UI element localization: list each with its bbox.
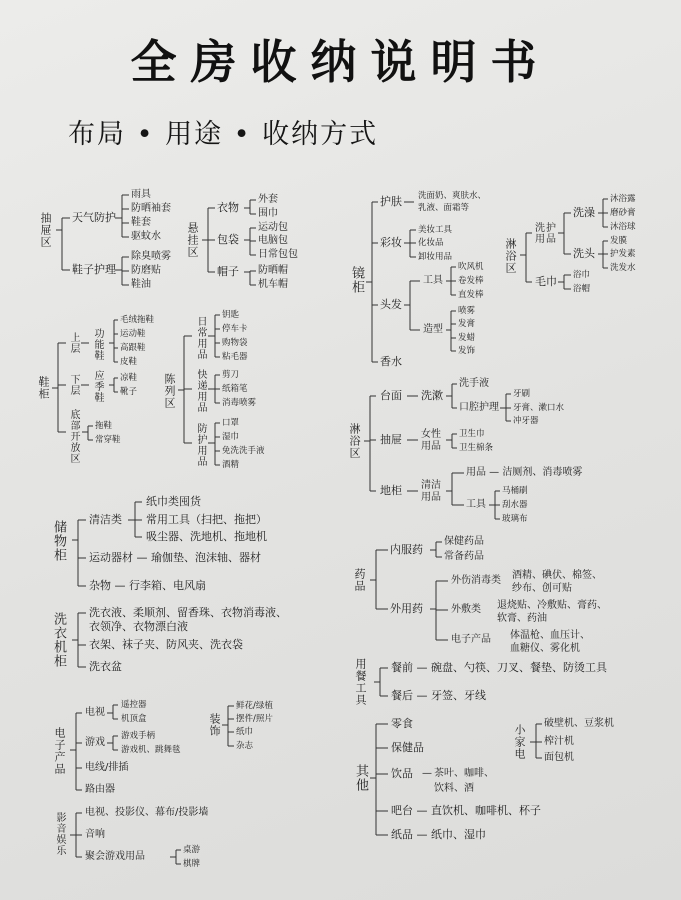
cleaning-tool-item: 玻璃布 [502,514,528,524]
decor-item: 杂志 [236,741,254,751]
feminine-item: 卫生巾 [459,429,485,439]
daily-item: 购物袋 [222,338,248,348]
party-item: 棋牌 [183,859,201,869]
daily-goods-label: 日常用品 [195,316,206,360]
disinfect-item: 纱布、创可贴 [512,583,572,594]
shoe-cabinet-label: 鞋柜 [37,376,50,400]
bottom-open-area-label: 底部开放区 [68,409,79,464]
tv-item: 机顶盒 [121,714,147,724]
laundry-row: 洗衣盆 [89,660,122,673]
misc-row: 杂物 — 行李箱、电风扇 [89,579,206,592]
hairwash-item: 护发素 [610,249,636,259]
shoe-care-label: 鞋子护理 [72,263,116,276]
cleaning-tool-item: 刮水器 [502,500,528,510]
snacks-item: 零食 [391,717,413,730]
before-meal-row: 餐前 — 碗盘、勺筷、刀叉、餐垫、防烫工具 [391,661,607,674]
game-item: 游戏手柄 [121,731,156,741]
disinfect-item: 酒精、碘伏、棉签、 [512,570,602,581]
protect-item: 酒精 [222,460,240,470]
express-goods-label: 快递用品 [195,369,206,413]
bathing-item: 沐浴露 [610,194,636,204]
sprain-item: 软膏、药油 [497,613,547,624]
small-appliance-label: 小家电 [513,724,526,760]
after-meal-row: 餐后 — 牙签、牙线 [391,689,486,702]
appliance-item: 榨汁机 [544,736,574,747]
tv-item: 遥控器 [121,700,147,710]
cleaning-item: 吸尘器、洗地机、拖地机 [146,530,267,543]
upper-layer-label: 上层 [68,332,79,354]
shoe-care-item: 除臭喷雾 [131,251,171,262]
perfume-item: 香水 [380,355,402,368]
skincare-item: 洗面奶、爽肤水、 [418,191,487,201]
hair-label: 头发 [380,298,402,311]
cleaning-item: 常用工具（扫把、拖把） [146,513,267,526]
express-item: 消毒喷雾 [222,398,257,408]
wash-label: 洗漱 [421,389,443,402]
hanging-area-label: 悬挂区 [186,222,199,258]
oral-item: 牙刷 [513,389,531,399]
page-subtitle: 布局 • 用途 • 收纳方式 [68,119,379,150]
hair-styling-item: 发蜡 [458,333,476,343]
makeup-item: 卸妆用品 [418,252,453,262]
laundry-cabinet-label: 洗衣机柜 [51,612,66,668]
external-medicine-label: 外用药 [390,602,423,615]
floor-cabinet-label: 地柜 [380,484,402,497]
weather-item: 驱蚊水 [131,231,161,242]
device-label: 电子产品 [451,634,491,645]
cleaning-item: 纸巾类囤货 [146,495,201,508]
bathing-label: 洗澡 [573,206,595,219]
game-item: 游戏机、跳舞毯 [121,745,181,755]
shower-drawer-label: 抽屉 [380,433,402,446]
game-label: 游戏 [85,737,105,748]
drawer-area-label: 抽屉区 [39,212,52,248]
clothes-item: 外套 [258,194,278,205]
cleaning-label: 清洁类 [89,513,122,526]
party-item: 桌游 [183,845,201,855]
av-entertainment-label: 影音娱乐 [54,812,65,856]
sprain-label: 外敷类 [451,604,481,615]
party-games-label: 聚会游戏用品 [85,851,145,862]
daily-item: 钥匙 [222,310,240,320]
decor-item: 纸巾 [236,727,254,737]
shoe-care-item: 防磨贴 [131,265,161,276]
hats-item: 防晒帽 [258,265,288,276]
upper-item: 高跟鞋 [120,343,146,353]
bar-row: 吧台 — 直饮机、咖啡机、杯子 [391,804,541,817]
drinks-label: 饮品 [391,767,413,780]
bathing-item: 沐浴球 [610,222,636,232]
lower-item: 靴子 [120,387,138,397]
electronics-label: 电子产品 [53,727,66,775]
appliance-item: 破壁机、豆浆机 [544,718,614,729]
towel-label: 毛巾 [535,275,557,288]
decor-item: 鲜花/绿植 [236,701,273,711]
protective-goods-label: 防护用品 [195,423,206,467]
internal-medicine-label: 内服药 [390,543,423,556]
laundry-row: 洗衣液、柔顺剂、留香珠、衣物消毒液、 [89,606,287,619]
medicine-label: 药品 [353,568,366,592]
bathing-item: 磨砂膏 [610,208,636,218]
upper-item: 皮鞋 [120,357,138,367]
upper-item: 运动鞋 [120,329,146,339]
seasonal-shoes-label: 应季鞋 [92,370,103,403]
hair-styling-label: 造型 [423,324,443,335]
sprain-item: 退烧贴、冷敷贴、膏药、 [497,600,607,611]
dining-tools-label: 用餐工具 [354,658,367,706]
protect-item: 湿巾 [222,432,240,442]
tv-label: 电视 [85,707,105,718]
weather-item: 鞋套 [131,217,151,228]
feminine-goods-label: 女性用品 [421,429,441,452]
bags-label: 包袋 [217,233,239,246]
skincare-item: 乳液、面霜等 [418,203,470,213]
oral-item: 冲牙器 [513,416,539,426]
weather-protection-label: 天气防护 [72,211,116,224]
upper-item: 毛绒拖鞋 [120,315,155,325]
paper-row: 纸品 — 纸巾、湿巾 [391,828,486,841]
oral-item: 牙膏、漱口水 [513,403,565,413]
device-item: 体温枪、血压计、 [510,630,590,641]
oral-care-label: 口腔护理 [459,402,499,413]
functional-shoes-label: 功能鞋 [92,328,103,361]
cleaning-tool-item: 马桶刷 [502,486,528,496]
page-title: 全房收纳说明书 [130,35,551,89]
decor-label: 装饰 [208,713,221,737]
daily-item: 粘毛器 [222,352,248,362]
bottom-item: 拖鞋 [95,421,113,431]
makeup-item: 美妆工具 [418,225,453,235]
device-item: 血糖仪、雾化机 [510,643,580,654]
cleaning-goods-label: 清洁用品 [421,480,441,503]
hats-item: 机车帽 [258,279,288,290]
drinks-item: 饮料、酒 [434,783,474,794]
lower-layer-label: 下层 [68,374,79,396]
av-item: 电视、投影仪、幕布/投影墙 [85,807,209,818]
cables-item: 电线/排插 [85,762,129,773]
cleaning-goods-row: 用品 — 洁厕剂、消毒喷雾 [466,467,583,478]
protect-item: 免洗洗手液 [222,446,265,456]
hairwash-label: 洗头 [573,247,595,260]
clothes-item: 围巾 [258,208,278,219]
shoe-care-item: 鞋油 [131,279,151,290]
other-label: 其他 [353,764,368,792]
hats-label: 帽子 [217,265,239,278]
bottom-item: 常穿鞋 [95,435,121,445]
drinks-item: 茶叶、咖啡、 [434,768,494,779]
makeup-label: 彩妆 [380,236,402,249]
av-item: 音响 [85,829,105,840]
shower-care-text: 洗护用品 [535,223,557,245]
feminine-item: 卫生棉条 [459,443,494,453]
hair-styling-item: 发饰 [458,346,476,356]
display-area-label: 陈列区 [163,373,176,409]
protect-item: 口罩 [222,418,240,428]
weather-item: 雨具 [131,189,151,200]
lower-item: 凉鞋 [120,373,138,383]
laundry-row: 衣领净、衣物漂白液 [89,620,188,633]
hair-tools-label: 工具 [423,275,443,286]
towel-item: 浴帽 [573,284,591,294]
hairwash-item: 洗发水 [610,263,636,273]
internal-item: 常备药品 [444,551,484,562]
decor-item: 摆件/照片 [236,714,273,724]
bags-item: 运动包 [258,222,288,233]
hair-styling-item: 喷雾 [458,306,476,316]
skincare-label: 护肤 [380,195,402,208]
hairwash-item: 发膜 [610,236,628,246]
mirror-cabinet-label: 镜柜 [349,266,364,294]
bags-item: 电脑包 [258,235,288,246]
storage-cabinet-label: 储物柜 [51,520,66,562]
drinks-dash: — [422,768,432,779]
daily-item: 停车卡 [222,324,248,334]
hair-tools-item: 吹风机 [458,262,484,272]
counter-item: 洗手液 [459,378,489,389]
laundry-row: 衣架、袜子夹、防风夹、洗衣袋 [89,638,243,651]
cleaning-tools-label: 工具 [466,499,486,510]
disinfect-label: 外伤消毒类 [451,575,501,586]
health-item: 保健品 [391,741,424,754]
router-item: 路由器 [85,784,115,795]
hair-styling-item: 发膏 [458,319,476,329]
towel-item: 浴巾 [573,270,591,280]
shower-area-label: 淋浴区 [504,238,517,274]
hair-tools-item: 卷发棒 [458,276,484,286]
makeup-item: 化妆品 [418,238,444,248]
weather-item: 防晒袖套 [131,203,171,214]
shower-zone-label: 淋浴区 [348,423,361,459]
appliance-item: 面包机 [544,752,574,763]
internal-item: 保健药品 [444,536,484,547]
clothes-label: 衣物 [217,201,239,214]
sports-equipment-row: 运动器材 — 瑜伽垫、泡沫轴、器材 [89,551,261,564]
shower-care-label [535,223,559,249]
express-item: 纸箱笔 [222,384,248,394]
express-item: 剪刀 [222,370,240,380]
bags-item: 日常包包 [258,249,298,260]
counter-label: 台面 [380,389,402,402]
hair-tools-item: 直发棒 [458,290,484,300]
